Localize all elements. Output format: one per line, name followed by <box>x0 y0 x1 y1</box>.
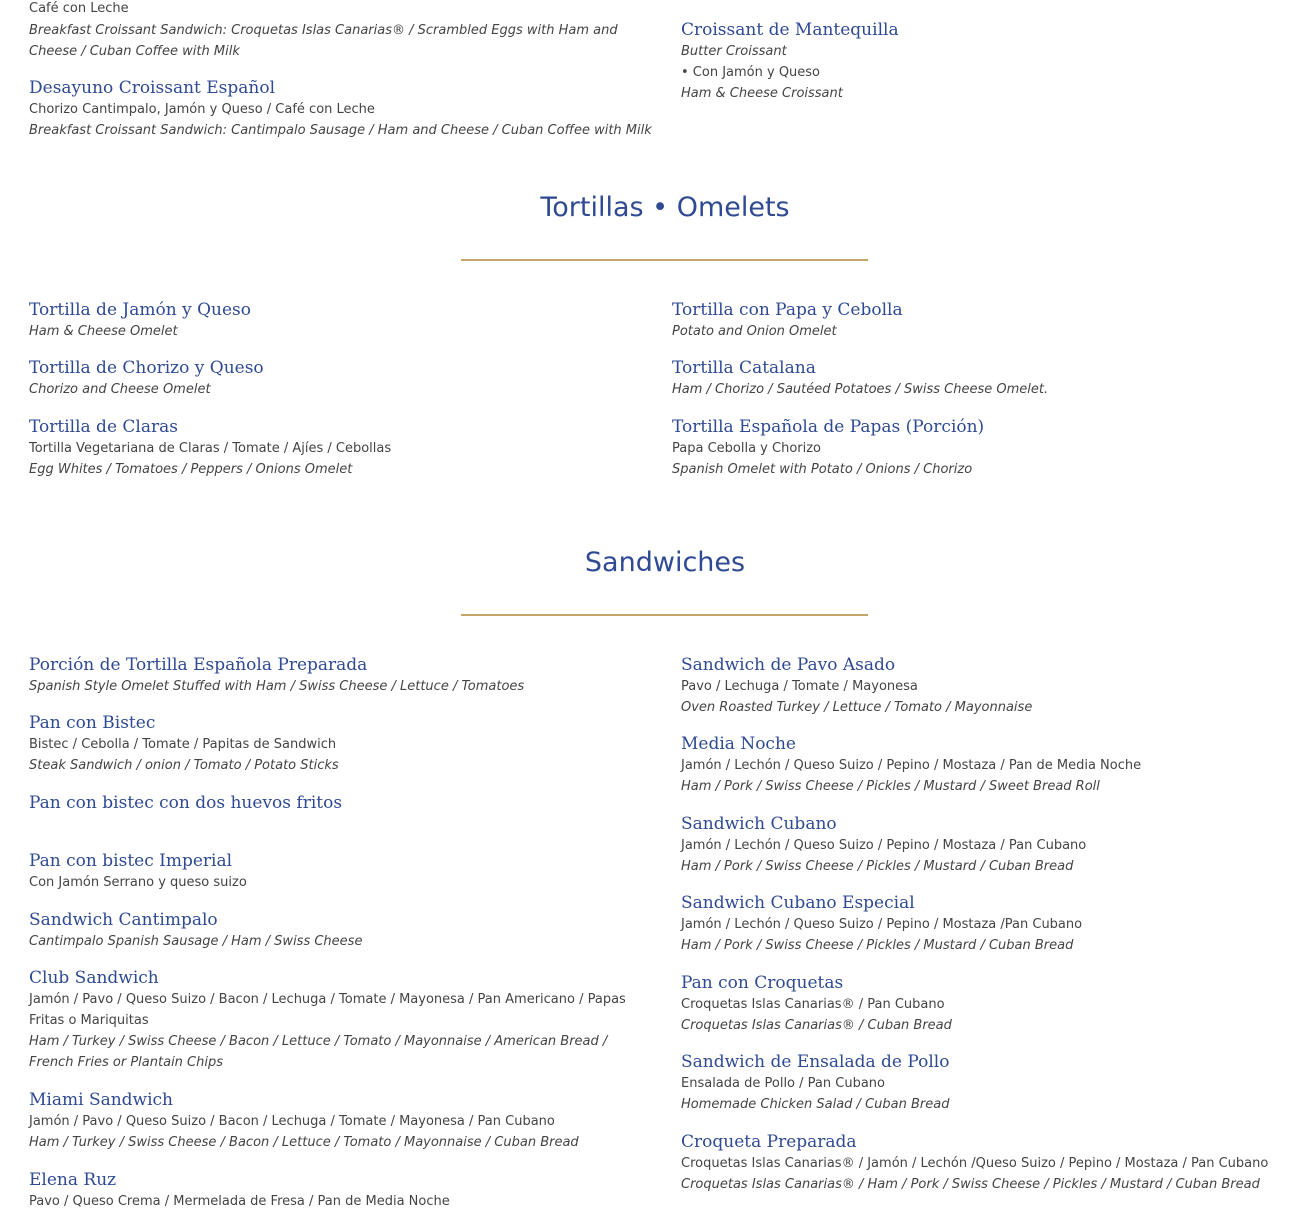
item-description-en: Breakfast Croissant Sandwich: Croquetas Islas Canarias® / Scrambled Eggs with Ham and Cheese / Cuban Coffee with Milk <box>29 23 618 59</box>
sandwiches-right-column <box>681 654 1268 1195</box>
item-description-es: Ensalada de Pollo / Pan Cubano <box>681 1076 885 1091</box>
section-title-sandwiches: Sandwiches <box>584 547 746 578</box>
item-name: Sandwich de Pavo Asado <box>681 655 896 675</box>
menu-item <box>681 892 1268 972</box>
item-name: Pan con bistec Imperial <box>29 851 233 871</box>
item-description-en: Potato and Onion Omelet <box>672 324 837 339</box>
item-name: Desayuno Croissant Español <box>29 78 276 98</box>
item-name: Sandwich Cantimpalo <box>29 910 218 930</box>
sandwiches-left-column <box>29 654 644 1212</box>
menu-item <box>672 416 1048 480</box>
item-description-en: Ham / Pork / Swiss Cheese / Pickles / Mustard / Cuban Bread <box>681 938 1074 953</box>
item-description-es: Pavo / Queso Crema / Mermelada de Fresa / Pan de Media Noche <box>29 1194 450 1209</box>
menu-item <box>681 733 1268 813</box>
item-name: Tortilla de Jamón y Queso <box>29 300 251 320</box>
item-name: Tortilla de Chorizo y Queso <box>29 358 264 378</box>
item-description-en: Ham / Pork / Swiss Cheese / Pickles / Mustard / Cuban Bread <box>681 859 1074 874</box>
item-description-es: Pavo / Lechuga / Tomate / Mayonesa <box>681 679 918 694</box>
item-description-en: Egg Whites / Tomatoes / Peppers / Onions Omelet <box>29 462 353 477</box>
menu-item <box>29 712 644 792</box>
menu-item <box>681 19 899 104</box>
item-description-en: Steak Sandwich / onion / Tomato / Potato Sticks <box>29 758 339 773</box>
menu-item <box>681 972 1268 1051</box>
item-description-en: Ham / Pork / Swiss Cheese / Pickles / Mustard / Sweet Bread Roll <box>681 779 1100 794</box>
item-description-en: Croquetas Islas Canarias® / Cuban Bread <box>681 1018 952 1033</box>
item-name: Tortilla Catalana <box>672 358 816 378</box>
item-description-en: Chorizo and Cheese Omelet <box>29 382 211 397</box>
item-name: Tortilla Española de Papas (Porción) <box>672 417 985 437</box>
menu-item <box>29 792 644 850</box>
menu-item <box>681 1051 1268 1131</box>
item-description-en: Croquetas Islas Canarias® / Ham / Pork / Swiss Cheese / Pickles / Mustard / Cuban Bread <box>681 1177 1260 1192</box>
item-description-en: Butter Croissant <box>681 44 787 59</box>
item-name: Sandwich de Ensalada de Pollo <box>681 1052 950 1072</box>
menu-item <box>29 416 391 480</box>
item-name: Pan con Croquetas <box>681 973 844 993</box>
item-description-es: Papa Cebolla y Chorizo <box>672 441 822 456</box>
section-divider <box>461 614 868 616</box>
item-description-es: Tortilla Vegetariana de Claras / Tomate / Ajíes / Cebollas <box>29 441 392 456</box>
item-description-es: Jamón / Lechón / Queso Suizo / Pepino / Mostaza / Pan de Media Noche <box>681 758 1142 773</box>
menu-item <box>29 850 644 909</box>
menu-item <box>672 299 1048 357</box>
item-description-es: Bistec / Cebolla / Tomate / Papitas de Sandwich <box>29 737 337 752</box>
item-name: Miami Sandwich <box>29 1090 174 1110</box>
item-description-es: Jamón / Lechón / Queso Suizo / Pepino / Mostaza / Pan Cubano <box>681 838 1087 853</box>
item-name: Pan con Bistec <box>29 713 156 733</box>
item-name: Porción de Tortilla Española Preparada <box>29 655 368 675</box>
tortillas-right-column <box>672 299 1048 480</box>
menu-item <box>29 654 644 712</box>
item-description-en: Oven Roasted Turkey / Lettuce / Tomato / Mayonnaise <box>681 700 1033 715</box>
section-title-tortillas: Tortillas • Omelets <box>540 192 790 223</box>
item-description-en: Breakfast Croissant Sandwich: Cantimpalo Sausage / Ham and Cheese / Cuban Coffee with Milk <box>29 123 652 138</box>
item-description-en: Homemade Chicken Salad / Cuban Bread <box>681 1097 950 1112</box>
item-name: Croissant de Mantequilla <box>681 20 899 40</box>
menu-item <box>672 357 1048 416</box>
item-option: • Con Jamón y Queso <box>681 65 821 80</box>
item-description-es: Jamón / Pavo / Queso Suizo / Bacon / Lechuga / Tomate / Mayonesa / Pan Cubano <box>29 1114 555 1129</box>
menu-item <box>29 909 644 967</box>
item-name: Croqueta Preparada <box>681 1132 857 1152</box>
tortillas-left-column <box>29 299 391 480</box>
item-name: Tortilla de Claras <box>29 417 178 437</box>
menu-item <box>29 299 391 357</box>
item-description-en: Cantimpalo Spanish Sausage / Ham / Swiss Cheese <box>29 934 363 949</box>
menu-item <box>29 1169 644 1212</box>
item-description-es: Chorizo Cantimpalo, Jamón y Queso / Café con Leche <box>29 102 375 117</box>
item-description-en: Ham / Turkey / Swiss Cheese / Bacon / Lettuce / Tomato / Mayonnaise / Cuban Bread <box>29 1135 579 1150</box>
menu-item <box>29 1089 644 1169</box>
menu-item <box>29 357 391 416</box>
menu-item <box>29 77 652 141</box>
item-description-en: Ham / Turkey / Swiss Cheese / Bacon / Lettuce / Tomato / Mayonnaise / American Bread / French Fries or Plantain Chips <box>29 1034 608 1070</box>
item-description-es: Con Jamón Serrano y queso suizo <box>29 875 247 890</box>
item-option-en: Ham & Cheese Croissant <box>681 86 843 101</box>
item-description-es: Croquetas Islas Canarias® / Pan Cubano <box>681 997 945 1012</box>
menu-item <box>681 654 1268 733</box>
item-name: Media Noche <box>681 734 796 754</box>
item-description-en: Spanish Style Omelet Stuffed with Ham / Swiss Cheese / Lettuce / Tomatoes <box>29 679 525 694</box>
item-name: Tortilla con Papa y Cebolla <box>672 300 903 320</box>
item-name: Club Sandwich <box>29 968 159 988</box>
menu-item <box>681 1131 1268 1195</box>
item-description-en: Ham / Chorizo / Sautéed Potatoes / Swiss Cheese Omelet. <box>672 382 1049 397</box>
section-divider <box>461 259 868 261</box>
item-description-es: Croquetas Islas Canarias® / Jamón / Lechón /Queso Suizo / Pepino / Mostaza / Pan Cubano <box>681 1156 1269 1171</box>
item-name: Sandwich Cubano Especial <box>681 893 915 913</box>
item-description-en: Ham & Cheese Omelet <box>29 324 178 339</box>
item-description-en: Spanish Omelet with Potato / Onions / Chorizo <box>672 462 973 477</box>
item-name: Pan con bistec con dos huevos fritos <box>29 793 343 813</box>
menu-item <box>29 967 644 1089</box>
item-description-es: Jamón / Lechón / Queso Suizo / Pepino / Mostaza /Pan Cubano <box>681 917 1083 932</box>
item-description-es: Café con Leche <box>29 1 129 16</box>
item-description-es: Jamón / Pavo / Queso Suizo / Bacon / Lechuga / Tomate / Mayonesa / Pan Americano / Papas Fritas o Mariquitas <box>29 992 626 1028</box>
item-name: Sandwich Cubano <box>681 814 837 834</box>
menu-item <box>681 813 1268 892</box>
item-name: Elena Ruz <box>29 1170 117 1190</box>
